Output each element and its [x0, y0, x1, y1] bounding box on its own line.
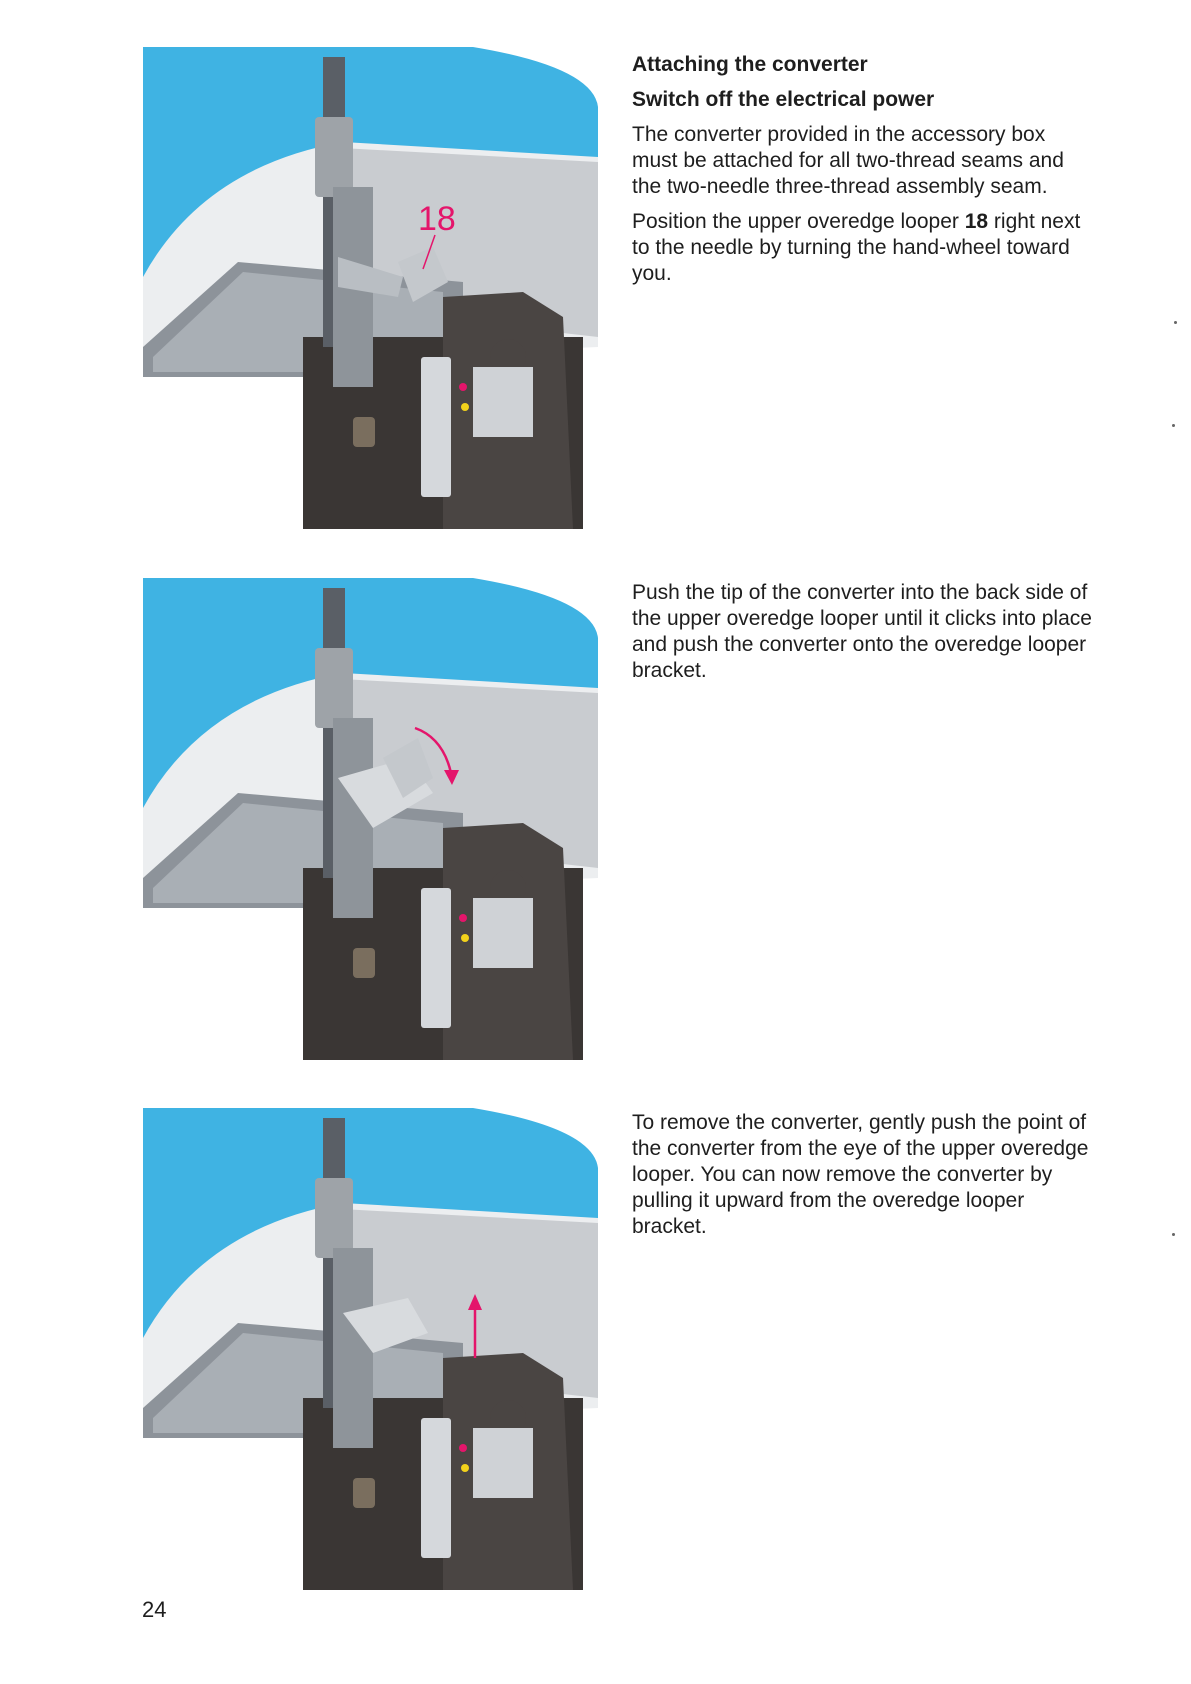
section-heading: Attaching the converter	[632, 53, 868, 76]
section-subheading: Switch off the electrical power	[632, 88, 935, 111]
serger-photo-remove-converter	[143, 1108, 598, 1590]
section-push-converter	[632, 580, 1092, 693]
looper-reference-number: 18	[964, 210, 989, 233]
section-remove-converter	[632, 1110, 1092, 1249]
scan-speck	[1174, 321, 1177, 324]
scan-speck	[1172, 1233, 1175, 1236]
scan-speck	[1172, 424, 1175, 427]
serger-photo-attach-converter	[143, 578, 598, 1060]
paragraph: Push the tip of the converter into the back side of the upper overedge looper until it clicks into place and push the converter onto the overedge looper bracket.	[632, 581, 1092, 682]
paragraph: To remove the converter, gently push the point of the converter from the eye of the upper overedge looper. You can now remove the converter by pulling it upward from the overedge looper bracket.	[632, 1111, 1089, 1238]
serger-photo-looper-position	[143, 47, 598, 529]
page-number: 24	[142, 1597, 167, 1622]
paragraph: The converter provided in the accessory box must be attached for all two-thread seams and the two-needle three-thread assembly seam.	[632, 123, 1064, 198]
section-attaching	[632, 52, 1092, 296]
callout-number-18: 18	[418, 200, 456, 238]
paragraph-position-looper: Position the upper overedge looper 18 right next to the needle by turning the hand-wheel toward you.	[632, 210, 1081, 285]
